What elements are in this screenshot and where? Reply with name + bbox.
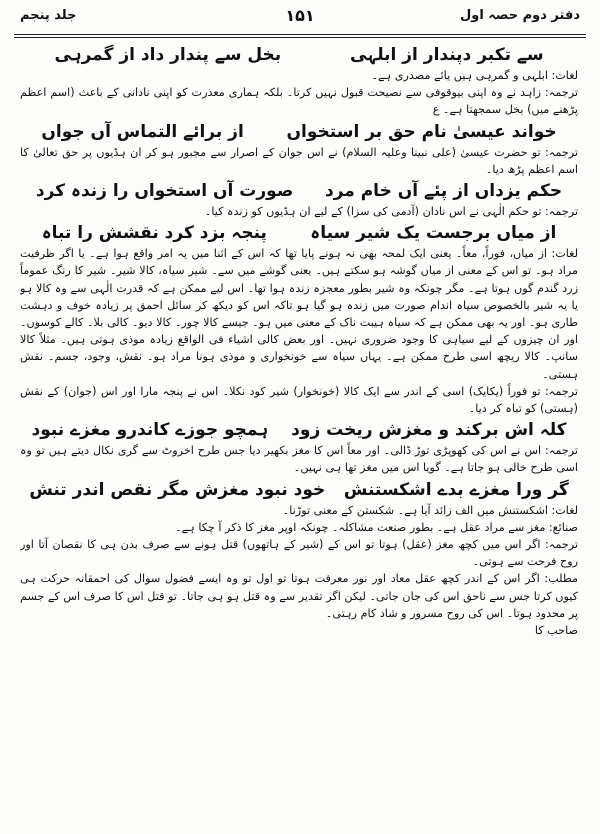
verse-first-half: خواند عیسیٰ نام حق بر استخواں [286,121,557,142]
verse-first-half: کلہ اش برکند و مغزش ریخت زود [291,420,567,441]
page-body [20,42,578,826]
verse-couplet [20,418,578,442]
verse-second-half: بخل سے پندار داد از گمرہی [54,45,282,65]
verse-first-half: از میاں برجست یک شیر سیاہ [310,223,557,244]
verse-second-half: خود نبود مغزش مگر نقص اندر تنش [29,479,326,500]
translation-paragraph: ترجمہ: اس نے اس کی کھوپڑی توڑ ڈالی۔ اور معاً اس کا مغز بکھیر دیا جس طرح اخروٹ سے گری نکال دیتے ہیں تو وہ اسی طرح خالی ہو جاتا ہے۔ گویا اس میں مغز تھا ہی نہیں۔ [20,444,578,475]
book-section-title: دفتر دوم حصہ اول [459,8,580,23]
translation-paragraph: ترجمہ: تو فوراً (یکایک) اسی کے اندر سے ایک کالا (خونخوار) شیر کود نکلا۔ اس نے پنجہ مارا اور اس (جوان) کے نقش (ہستی) کو تباہ کر دیا۔ [20,384,578,416]
vocabulary-paragraph: لغات: از میاں، فوراً، معاً۔ یعنی ایک لمحہ بھی نہ ہونے پایا تھا کہ اس کے اثنا میں یہ امر واقع ہوا ہے۔ یا اگر ظرفیت مراد ہو۔ تو اس کے معنی از میاں گوشہ ہو سکتے ہیں۔ یعنی گوشے میں سے۔ شیر سیاہ، کالا شیر۔ شیر کا رنگ عموماً زرد گندم گوں ہوتا ہے۔ مگر چونکہ وہ شیر بطور معجزہ زندہ ہوا تھا۔ اس لیے ممکن ہے کہ قدرت الٰہی سے وہ کالا ہو یا یہ شیر بالخصوص سیاہ اندام صورت میں زندہ ہو گیا ہو تاکہ اس کو دیکھ کر سائل احمق پر زیادہ خوف و دہشت طاری ہو۔ اور یہ بھی ممکن ہے کہ سیاہ ہیبت ناک کے معنی میں ہو۔ جیسے کالا چور۔ کالا دیو۔ کالی بلا۔ کالے کوسوں۔ اور ان چیزوں کے لیے سیاہی کا وجود ضروری نہیں۔ اور بعض کالی اشیاء فی الواقع زیادہ موذی ہوتی ہیں۔ مثلاً کالا سانپ۔ کالا ریچھ اسی طرح ممکن ہے۔ یہاں سیاہ سے خونخواری و موذی ہونا مراد ہو۔ نقش، وجود، جسم۔ نقش ہستی۔ [20,247,578,381]
verse-couplet [20,120,578,144]
verse-couplet [20,179,578,203]
translation-paragraph: ترجمہ: تو حضرت عیسیٰ (علی نبینا وعلیہ السلام) نے اس جوان کے اصرار سے مجبور ہو کر ان ہڈیوں پر حق تعالیٰ کا اسم اعظم پڑھ دیا۔ [20,145,578,176]
translation-paragraph: ترجمہ: اگر اس میں کچھ مغز (عقل) ہوتا تو اس کے (شیر کے ہاتھوں) قتل ہونے سے صرف بدن ہی کا نقصان آتا اور روح فرحت سے ہوتی۔ [20,538,578,569]
page-header [20,6,580,32]
verse-couplet [20,478,578,502]
meaning-paragraph: مطلب: اگر اس کے اندر کچھ عقل معاد اور نور معرفت ہوتا تو اول تو وہ ایسے فضول سوال کی احمقانہ حرکت ہی کیوں کرتا جس سے ناحق اس کی جان جاتی۔ لیکن اگر تقدیر سے وہ قتل ہو ہی جاتا۔ تو قتل اس کا صرف اس کے جسم پر محدود ہوتا۔ اس کی روح مسرور و شاد کام رہتی۔ [20,572,578,620]
verse-first-half: گر ورا مغزے بدے اشکستنش [343,479,569,500]
verse-second-half: صورت آں استخواں را زندہ کرد [35,181,294,202]
vocabulary-note: لغات: ابلہی و گمرہی ہیں یائے مصدری ہے۔ [371,69,578,82]
verse-first-half: سے تکبر دپندار از ابلہی [350,45,544,65]
verse-couplet [20,221,578,245]
verse-second-half: ہمچو جوزے کاندرو مغزے نبود [31,420,269,441]
volume-label: جلد پنجم [20,8,77,23]
verse-second-half: از برائے التماس آں جواں [41,121,244,142]
verse-second-half: پنجہ بزد کرد نقشش را تباہ [41,223,267,244]
vocabulary-note: لغات: اشکستنش میں الف زائد آیا ہے۔ شکستن کے معنی توڑنا۔ [282,503,578,517]
verse-first-half: حکم یزداں از پئے آں خام مرد [324,181,563,202]
verse-couplet [20,43,578,67]
page-number: ۱۵۱ [285,6,315,25]
header-rule [14,34,586,35]
header-rule-thin [14,37,586,38]
rhetoric-note: صنائع: مغز سے مراد عقل ہے۔ بطور صنعت مشاکلہ۔ چونکہ اوپر مغز کا ذکر آ چکا ہے۔ [175,520,578,534]
closing-line: صاحب کا [534,624,578,638]
translation-paragraph: ترجمہ: تو حکم الٰہی نے اس نادان (آدمی کی سزا) کے لیے ان ہڈیوں کو زندہ کیا۔ [204,205,578,219]
translation-paragraph: ترجمہ: زاہد نے وہ اپنی بیوقوفی سے نصیحت قبول نہیں کرتا۔ بلکہ ہماری معذرت کو اپنی نادانی کے باعث (اسم اعظم پڑھنے میں) بخل سمجھتا ہے۔ ع [20,86,578,117]
